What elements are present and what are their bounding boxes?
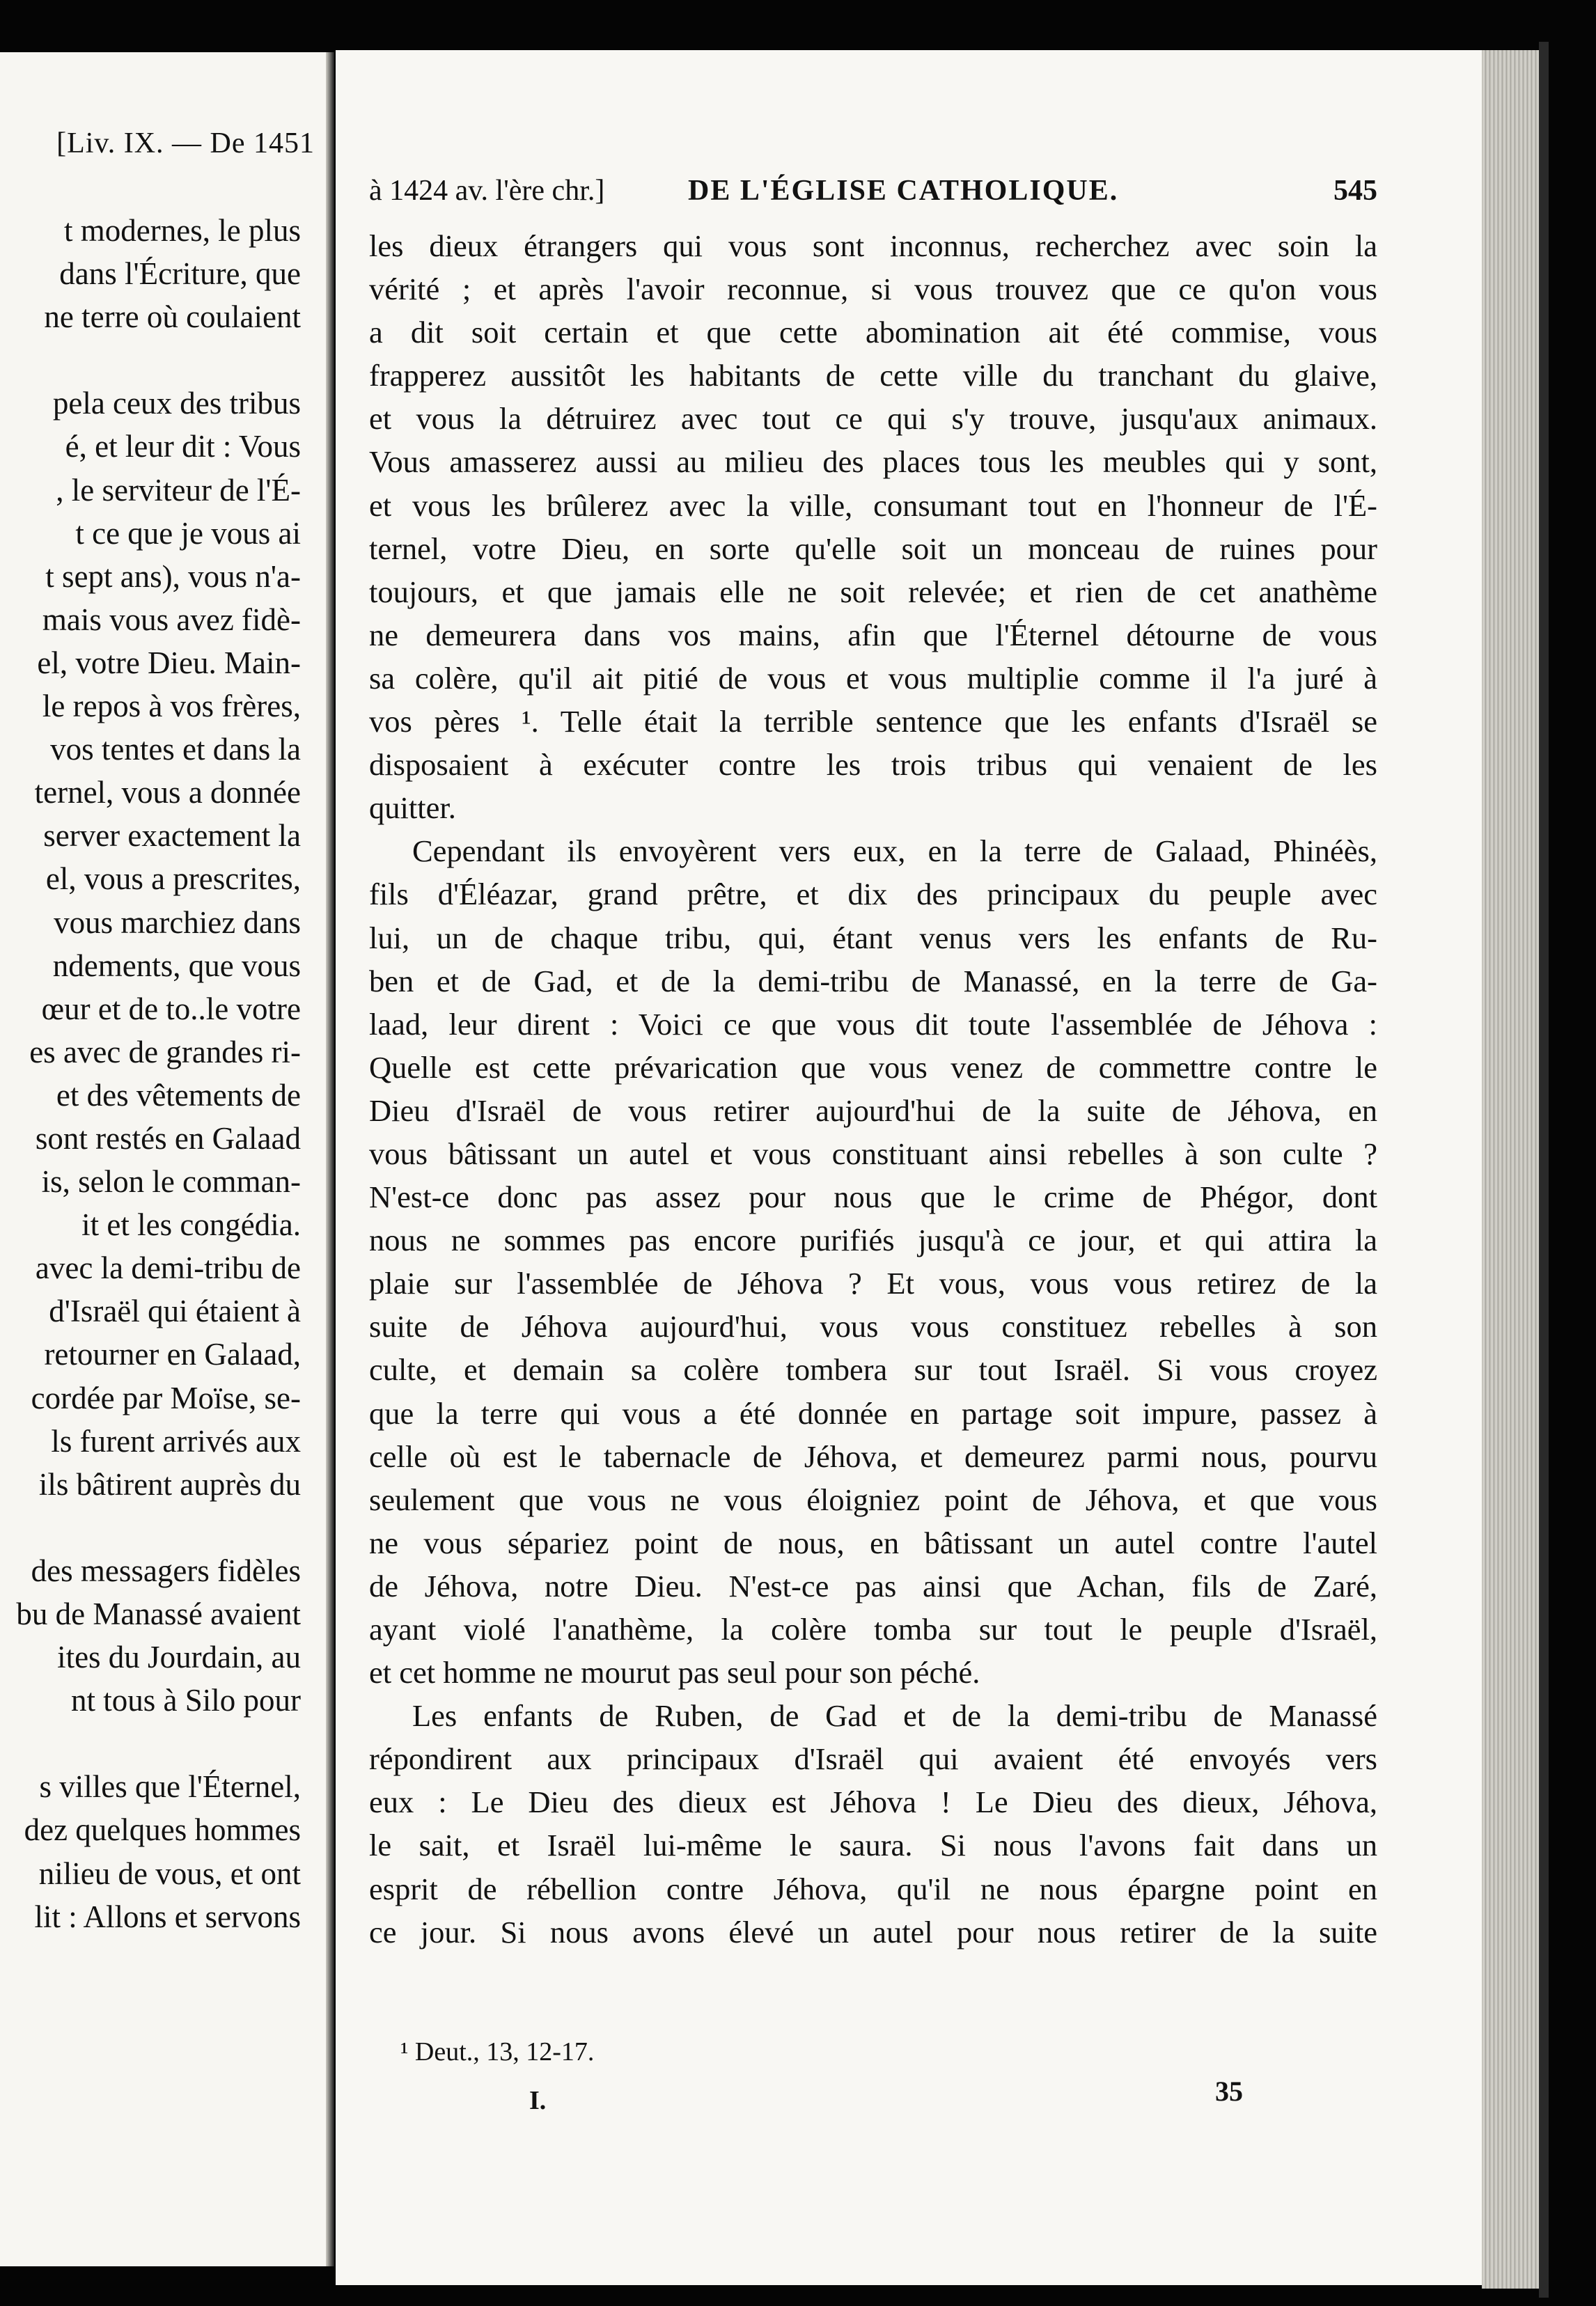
left-text-line: it et les congédia.	[81, 1207, 301, 1243]
text-line: Dieu d'Israël de vous retirer aujourd'hui de la suite de Jéhova, en	[369, 1092, 1377, 1128]
text-line: et vous la détruirez avec tout ce qui s'y trouve, jusqu'aux animaux.	[369, 401, 1377, 437]
left-text-line: el, votre Dieu. Main-	[37, 645, 301, 680]
left-text-line: nilieu de vous, et ont	[38, 1856, 301, 1891]
left-page-text	[0, 209, 301, 1938]
left-text-line: des messagers fidèles	[31, 1553, 301, 1588]
left-text-line: dans l'Écriture, que	[59, 256, 301, 292]
left-text-line: el, vous a prescrites,	[45, 861, 301, 897]
text-line: Quelle est cette prévarication que vous venez de commettre contre le	[369, 1049, 1377, 1085]
left-text-line: nt tous à Silo pour	[70, 1683, 301, 1718]
text-line: ayant violé l'anathème, la colère tomba sur tout le peuple d'Israël,	[369, 1612, 1377, 1647]
text-line: le sait, et Israël lui-même le saura. Si nous l'avons fait dans un	[369, 1828, 1377, 1863]
text-line: quitter.	[369, 790, 456, 826]
left-text-line: vos tentes et dans la	[50, 732, 301, 767]
left-text-line: le repos à vos frères,	[42, 689, 301, 724]
left-text-line: mais vous avez fidè-	[42, 602, 301, 637]
sheet-number: 35	[1215, 2076, 1243, 2107]
left-text-line	[0, 1722, 301, 1765]
left-text-line: t ce que je vous ai	[75, 515, 301, 551]
left-text-line	[0, 1506, 301, 1549]
body-text	[369, 224, 1377, 1954]
left-text-line: retourner en Galaad,	[44, 1337, 301, 1372]
text-line: laad, leur dirent : Voici ce que vous dit toute l'assemblée de Jéhova :	[369, 1006, 1377, 1042]
text-line: les dieux étrangers qui vous sont inconnus, recherchez avec soin la	[369, 228, 1377, 263]
text-line: esprit de rébellion contre Jéhova, qu'il ne nous épargne point en	[369, 1871, 1377, 1906]
left-text-line: s villes que l'Éternel,	[39, 1769, 301, 1805]
text-line: frapperez aussitôt les habitants de cette ville du tranchant du glaive,	[369, 358, 1377, 393]
left-text-line: lit : Allons et servons	[34, 1899, 301, 1934]
left-text-line: œur et de to..le votre	[41, 991, 301, 1026]
left-text-line: server exactement la	[43, 818, 301, 854]
text-line: vos pères ¹. Telle était la terrible sentence que les enfants d'Israël se	[369, 704, 1377, 739]
left-text-line: avec la demi-tribu de	[35, 1250, 301, 1286]
text-line: fils d'Éléazar, grand prêtre, et dix des principaux du peuple avec	[369, 877, 1377, 912]
text-line: ne vous sépariez point de nous, en bâtissant un autel contre l'autel	[369, 1525, 1377, 1560]
text-line: nous ne sommes pas encore purifiés jusqu'à ce jour, et qui attira la	[369, 1223, 1377, 1258]
header-title: DE L'ÉGLISE CATHOLIQUE.	[688, 175, 1119, 207]
left-text-line: vous marchiez dans	[54, 904, 301, 940]
text-line: Cependant ils envoyèrent vers eux, en la terre de Galaad, Phinéès,	[412, 833, 1377, 869]
text-line: culte, et demain sa colère tombera sur tout Israël. Si vous croyez	[369, 1352, 1377, 1388]
text-line: de Jéhova, notre Dieu. N'est-ce pas ainsi que Achan, fils de Zaré,	[369, 1568, 1377, 1603]
left-text-line: es avec de grandes ri-	[29, 1034, 301, 1069]
paragraph	[369, 224, 1377, 829]
text-line: et vous les brûlerez avec la ville, consumant tout en l'honneur de l'É-	[369, 487, 1377, 523]
page-edges	[1482, 50, 1539, 2289]
left-text-line: é, et leur dit : Vous	[65, 429, 301, 464]
left-text-line: ils bâtirent auprès du	[38, 1466, 301, 1502]
text-line: a dit soit certain et que cette abomination ait été commise, vous	[369, 315, 1377, 350]
text-line: vous bâtissant un autel et vous constituant ainsi rebelles à son culte ?	[369, 1136, 1377, 1171]
left-text-line: bu de Manassé avaient	[16, 1597, 301, 1631]
left-text-line: sont restés en Galaad	[35, 1120, 301, 1156]
left-text-line: ndements, que vous	[52, 948, 301, 983]
text-line: disposaient à exécuter contre les trois tribus qui venaient de les	[369, 747, 1377, 783]
text-line: plaie sur l'assemblée de Jéhova ? Et vous, vous vous retirez de la	[369, 1266, 1377, 1301]
running-header	[369, 174, 1377, 216]
text-line: que la terre qui vous a été donnée en partage soit impure, passez à	[369, 1395, 1377, 1431]
text-line: répondirent aux principaux d'Israël qui avaient été envoyés vers	[369, 1741, 1377, 1777]
text-line: eux : Le Dieu des dieux est Jéhova ! Le Dieu des dieux, Jéhova,	[369, 1785, 1377, 1820]
left-text-line: ternel, vous a donnée	[34, 775, 301, 810]
left-text-line: t sept ans), vous n'a-	[45, 558, 301, 594]
text-line: celle où est le tabernacle de Jéhova, et demeurez parmi nous, pourvu	[369, 1438, 1377, 1474]
text-line: ternel, votre Dieu, en sorte qu'elle soit un monceau de ruines pour	[369, 531, 1377, 566]
left-text-line: pela ceux des tribus	[52, 386, 301, 421]
text-line: seulement que vous ne vous éloigniez point de Jéhova, et que vous	[369, 1482, 1377, 1517]
left-running-header: [Liv. IX. — De 1451	[56, 127, 315, 159]
signature-mark: I.	[529, 2086, 547, 2115]
left-text-line: et des vêtements de	[56, 1077, 301, 1113]
text-line: suite de Jéhova aujourd'hui, vous vous constituez rebelles à son	[369, 1309, 1377, 1344]
left-text-line: d'Israël qui étaient à	[49, 1294, 301, 1329]
text-line: et cet homme ne mourut pas seul pour son péché.	[369, 1655, 980, 1691]
text-line: ben et de Gad, et de la demi-tribu de Manassé, en la terre de Ga-	[369, 963, 1377, 998]
text-line: ce jour. Si nous avons élevé un autel pour nous retirer de la suite	[369, 1914, 1377, 1950]
footnote: ¹ Deut., 13, 12-17.	[400, 2037, 595, 2066]
left-text-line: ites du Jourdain, au	[57, 1640, 301, 1675]
left-text-line: cordée par Moïse, se-	[31, 1380, 301, 1415]
text-line: vérité ; et après l'avoir reconnue, si vous trouvez que ce qu'on vous	[369, 272, 1377, 307]
text-line: toujours, et que jamais elle ne soit relevée; et rien de cet anathème	[369, 574, 1377, 609]
book-gutter	[326, 52, 334, 2266]
paragraph	[369, 1694, 1377, 1954]
text-line: ne demeurera dans vos mains, afin que l'Éternel détourne de vous	[369, 617, 1377, 652]
left-text-line: is, selon le comman-	[41, 1164, 301, 1200]
text-line: lui, un de chaque tribu, qui, étant venus vers les enfants de Ru-	[369, 920, 1377, 955]
text-line: N'est-ce donc pas assez pour nous que le crime de Phégor, dont	[369, 1179, 1377, 1215]
left-text-line: ls furent arrivés aux	[51, 1423, 301, 1459]
header-date-range: à 1424 av. l'ère chr.]	[369, 175, 605, 207]
paragraph	[369, 829, 1377, 1694]
text-line: sa colère, qu'il ait pitié de vous et vous multiplie comme il l'a juré à	[369, 660, 1377, 696]
text-line: Vous amasserez aussi au milieu des places tous les meubles qui y sont,	[369, 444, 1377, 480]
left-text-line: dez quelques hommes	[24, 1812, 301, 1848]
book-cover-edge	[1539, 42, 1549, 2298]
page-number: 545	[1333, 175, 1377, 207]
left-text-line	[0, 338, 301, 382]
text-line: Les enfants de Ruben, de Gad et de la demi-tribu de Manassé	[412, 1698, 1377, 1734]
left-text-line: ne terre où coulaient	[44, 299, 301, 335]
left-text-line: , le serviteur de l'É-	[56, 472, 301, 508]
left-text-line: t modernes, le plus	[64, 213, 301, 248]
